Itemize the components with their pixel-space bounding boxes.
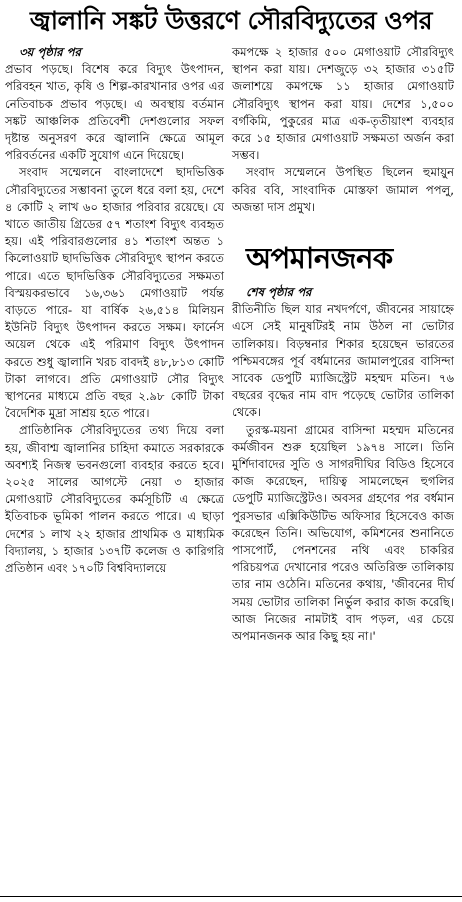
article-paragraph: রীতিনীতি ছিল যার নখদর্পণে, জীবনের সায়াহ্নে এসে সেই মানুষটিরই নাম উঠল না ভোটার তালিকায়। বিড়ম্বনার শিকার হয়েছেন ভারতের পশ্চিমবঙ্গের পূর্ব বর্ধমানের জামালপুরের বাসিন্দা সাবেক ডেপুটি ম্যাজিস্ট্রেট মহম্মদ মতিন। ৭৬ বছরের বৃদ্ধের নাম বাদ পড়েছে ভোটার তালিকা থেকে। [232, 302, 454, 420]
left-column [5, 44, 224, 577]
article-paragraph: তুরস্ক-ময়না গ্রামের বাসিন্দা মহম্মদ মতিনের কর্মজীবন শুরু হয়েছিল ১৯৭৪ সালে। তিনি মুর্শিদাবাদের সুতি ও সাগরদীঘির বিডিও হিসেবে কাজ করেছেন, দায়িত্ব সামলেছেন হুগলির ডেপুটি ম্যাজিস্ট্রেটও। অবসর গ্রহণের পর বর্ধমান পুরসভার এক্সিকিউটিভ অফিসার হিসেবেও কাজ করেছেন তিনি। অভিযোগ, কমিশনের শুনানিতে পাসপোর্ট, পেনশনের নথি এবং চাকরির পরিচয়পত্র দেখানোর পরেও অতিরিক্ত তালিকায় তার নাম ওঠেনি। মতিনের কথায়, 'জীবনের দীর্ঘ সময় ভোটার তালিকা নির্ভুল করার কাজ করেছি। আজ নিজের নামটাই বাদ পড়ল, এর চেয়ে অপমানজনক আর কিছু হয় না।' [232, 422, 454, 644]
headline: জ্বালানি সঙ্কট উত্তরণে সৌরবিদ্যুতের ওপর [30, 5, 432, 35]
article-paragraph: প্রভাব পড়ছে। বিশেষ করে বিদ্যুৎ উৎপাদন, পরিবহন খাত, কৃষি ও শিল্প-কারখানার ওপর এর নেতিবাচক প্রভাব পড়ছে। এ অবস্থায় বর্তমান সঙ্কট আঞ্চলিক প্রতিবেশী দেশগুলোর সফল দৃষ্টান্ত অনুসরণ করে জ্বালানি ক্ষেত্রে আমূল পরিবর্তনের একটি সুযোগ এনে দিয়েছে। [5, 62, 224, 163]
second-article-headline: অপমানজনক [246, 241, 393, 276]
bottom-rule [0, 896, 462, 897]
continuation-note: ৩য় পৃষ্ঠার পর [19, 45, 81, 59]
article-paragraph: সংবাদ সম্মেলনে বাংলাদেশে ছাদভিত্তিক সৌরবিদ্যুতের সম্ভাবনা তুলে ধরে বলা হয়, দেশে ৪ কোটি ২ লাখ ৬০ হাজার পরিবার রয়েছে। যে খাতে জাতীয় গ্রিডের ৫৭ শতাংশ বিদ্যুৎ ব্যবহৃত হয়। এই পরিবারগুলোর ৪১ শতাংশ অন্তত ১ কিলোওয়াট ছাদভিত্তিক সৌরবিদ্যুৎ স্থাপন করতে পারে। এতে ছাদভিত্তিক সৌরবিদ্যুতের সক্ষমতা বিস্ময়করভাবে ১৬,৩৬১ মেগাওয়াট পর্যন্ত বাড়তে পারে- যা বার্ষিক ২৬,৫১৪ মিলিয়ন ইউনিট বিদ্যুৎ উৎপাদন করতে সক্ষম। ফার্নেস অয়েল থেকে এই পরিমাণ বিদ্যুৎ উৎপাদন করতে শুধু জ্বালানি খরচ বাবদই ৪৮,৮১৩ কোটি টাকা লাগবে। প্রতি মেগাওয়াট সৌর বিদ্যুৎ স্থাপনের মাধ্যমে প্রতি বছর ২.৯৮ কোটি টাকা বৈদেশিক মুদ্রা সাশ্রয় হতে পারে। [5, 165, 224, 421]
article-paragraph: সংবাদ সম্মেলনে উপস্থিত ছিলেন হুমায়ুন কবির ববি, সাংবাদিক মোস্তফা জামাল পপলু, অজন্তা দাস প্রমুখ। [232, 165, 454, 214]
article-paragraph: কমপক্ষে ২ হাজার ৫০০ মেগাওয়াট সৌরবিদ্যুৎ স্থাপন করা যায়। দেশজুড়ে ৩২ হাজার ৩১৫টি জলাশয়ে কমপক্ষে ১১ হাজার মেগাওয়াট সৌরবিদ্যুৎ স্থাপন করা যায়। দেশের ১,৫০০ বর্গকিমি, পুকুরের মাত্র এক-তৃতীয়াংশ ব্যবহার করে ১৫ হাজার মেগাওয়াট সক্ষমতা অর্জন করা সম্ভব। [232, 45, 454, 163]
article-paragraph: প্রাতিষ্ঠানিক সৌরবিদ্যুতের তথ্য দিয়ে বলা হয়, জীবাশ্ম জ্বালানির চাহিদা কমাতে সরকারকে অবশ্যই নিজস্ব ভবনগুলো ব্যবহার করতে হবে। ২০২৫ সালের আগস্টে নেয়া ৩ হাজার মেগাওয়াট সৌরবিদ্যুতের কর্মসূচিটি এ ক্ষেত্রে ইতিবাচক ভূমিকা পালন করতে পারে। এ ছাড়া দেশের ১ লাখ ২২ হাজার প্রাথমিক ও মাধ্যমিক বিদ্যালয়, ১ হাজার ১৩৭টি কলেজ ও কারিগরি প্রতিষ্ঠান এবং ১৭০টি বিশ্ববিদ্যালয়ে [5, 423, 224, 576]
continuation-note: শেষ পৃষ্ঠার পর [246, 285, 312, 300]
right-column [232, 44, 454, 645]
